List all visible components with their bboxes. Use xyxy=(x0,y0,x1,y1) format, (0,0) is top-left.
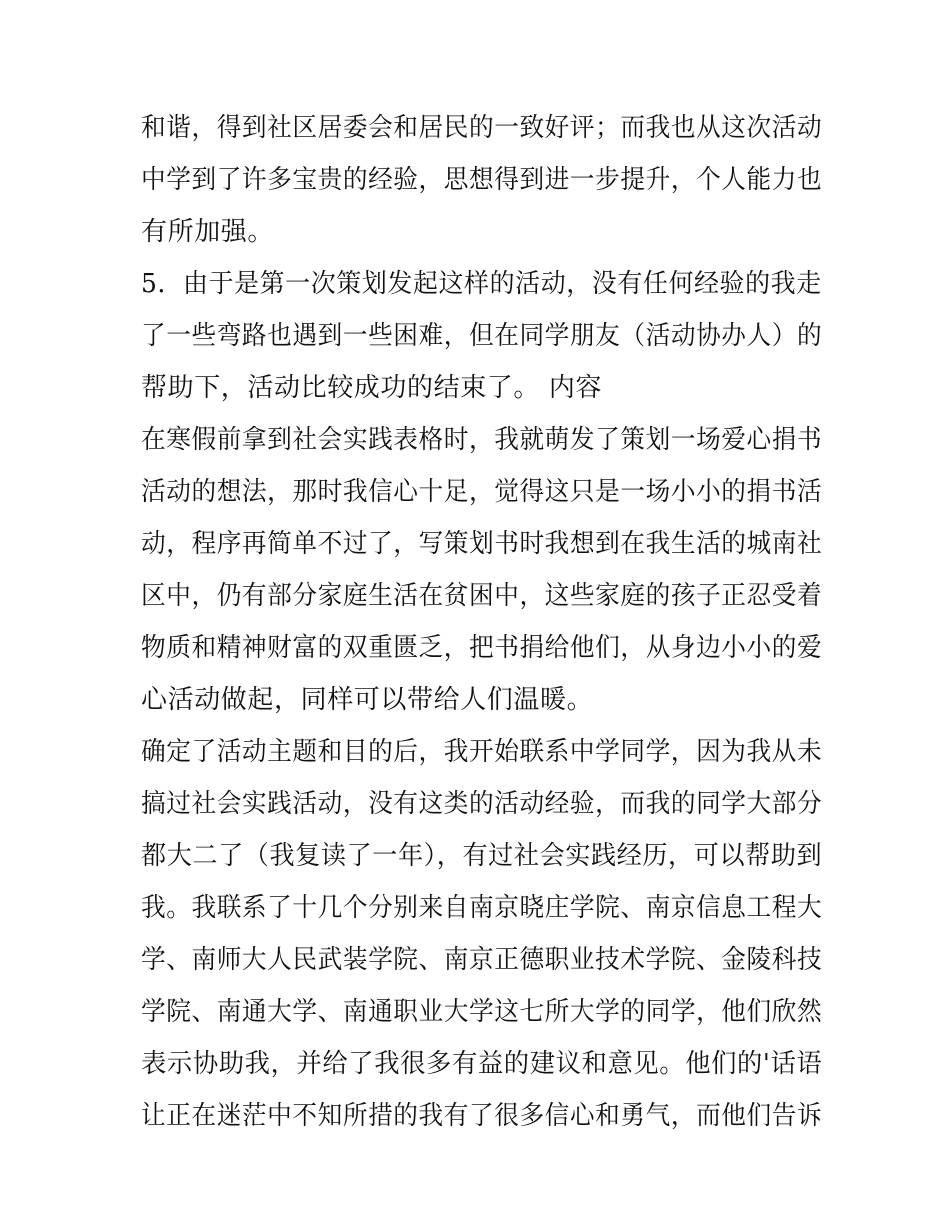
text-line-7: 在寒假前拿到社会实践表格时，我就萌发了策划一场爱心捐书 xyxy=(141,425,823,455)
text-line-15: 都大二了（我复读了一年），有过社会实践经历，可以帮助到 xyxy=(141,841,823,871)
text-line-16: 我。我联系了十几个分别来自南京晓庄学院、南京信息工程大 xyxy=(141,893,823,923)
text-line-19: 表示协助我，并给了我很多有益的建议和意见。他们的'话语 xyxy=(141,1049,823,1079)
text-line-6: 帮助下，活动比较成功的结束了。 内容 xyxy=(141,373,603,403)
text-line-18: 学院、南通大学、南通职业大学这七所大学的同学，他们欣然 xyxy=(141,997,823,1027)
text-line-11: 物质和精神财富的双重匮乏，把书捐给他们，从身边小小的爱 xyxy=(141,633,823,663)
text-line-10: 区中，仍有部分家庭生活在贫困中，这些家庭的孩子正忍受着 xyxy=(141,581,823,611)
text-line-20: 让正在迷茫中不知所措的我有了很多信心和勇气，而他们告诉 xyxy=(141,1101,823,1131)
text-line-5: 了一些弯路也遇到一些困难，但在同学朋友（活动协办人）的 xyxy=(141,321,823,351)
text-line-8: 活动的想法，那时我信心十足，觉得这只是一场小小的捐书活 xyxy=(141,477,823,507)
text-line-3: 有所加强。 xyxy=(141,217,275,247)
text-line-14: 搞过社会实践活动，没有这类的活动经验，而我的同学大部分 xyxy=(141,789,823,819)
text-line-2: 中学到了许多宝贵的经验，思想得到进一步提升，个人能力也 xyxy=(141,165,823,195)
text-line-12: 心活动做起，同样可以带给人们温暖。 xyxy=(141,685,594,715)
text-line-13: 确定了活动主题和目的后，我开始联系中学同学，因为我从未 xyxy=(141,737,823,767)
text-line-9: 动，程序再简单不过了，写策划书时我想到在我生活的城南社 xyxy=(141,529,823,559)
text-line-1: 和谐，得到社区居委会和居民的一致好评；而我也从这次活动 xyxy=(141,113,823,143)
text-line-17: 学、南师大人民武装学院、南京正德职业技术学院、金陵科技 xyxy=(141,945,823,975)
text-line-4: 5．由于是第一次策划发起这样的活动，没有任何经验的我走 xyxy=(141,269,822,299)
